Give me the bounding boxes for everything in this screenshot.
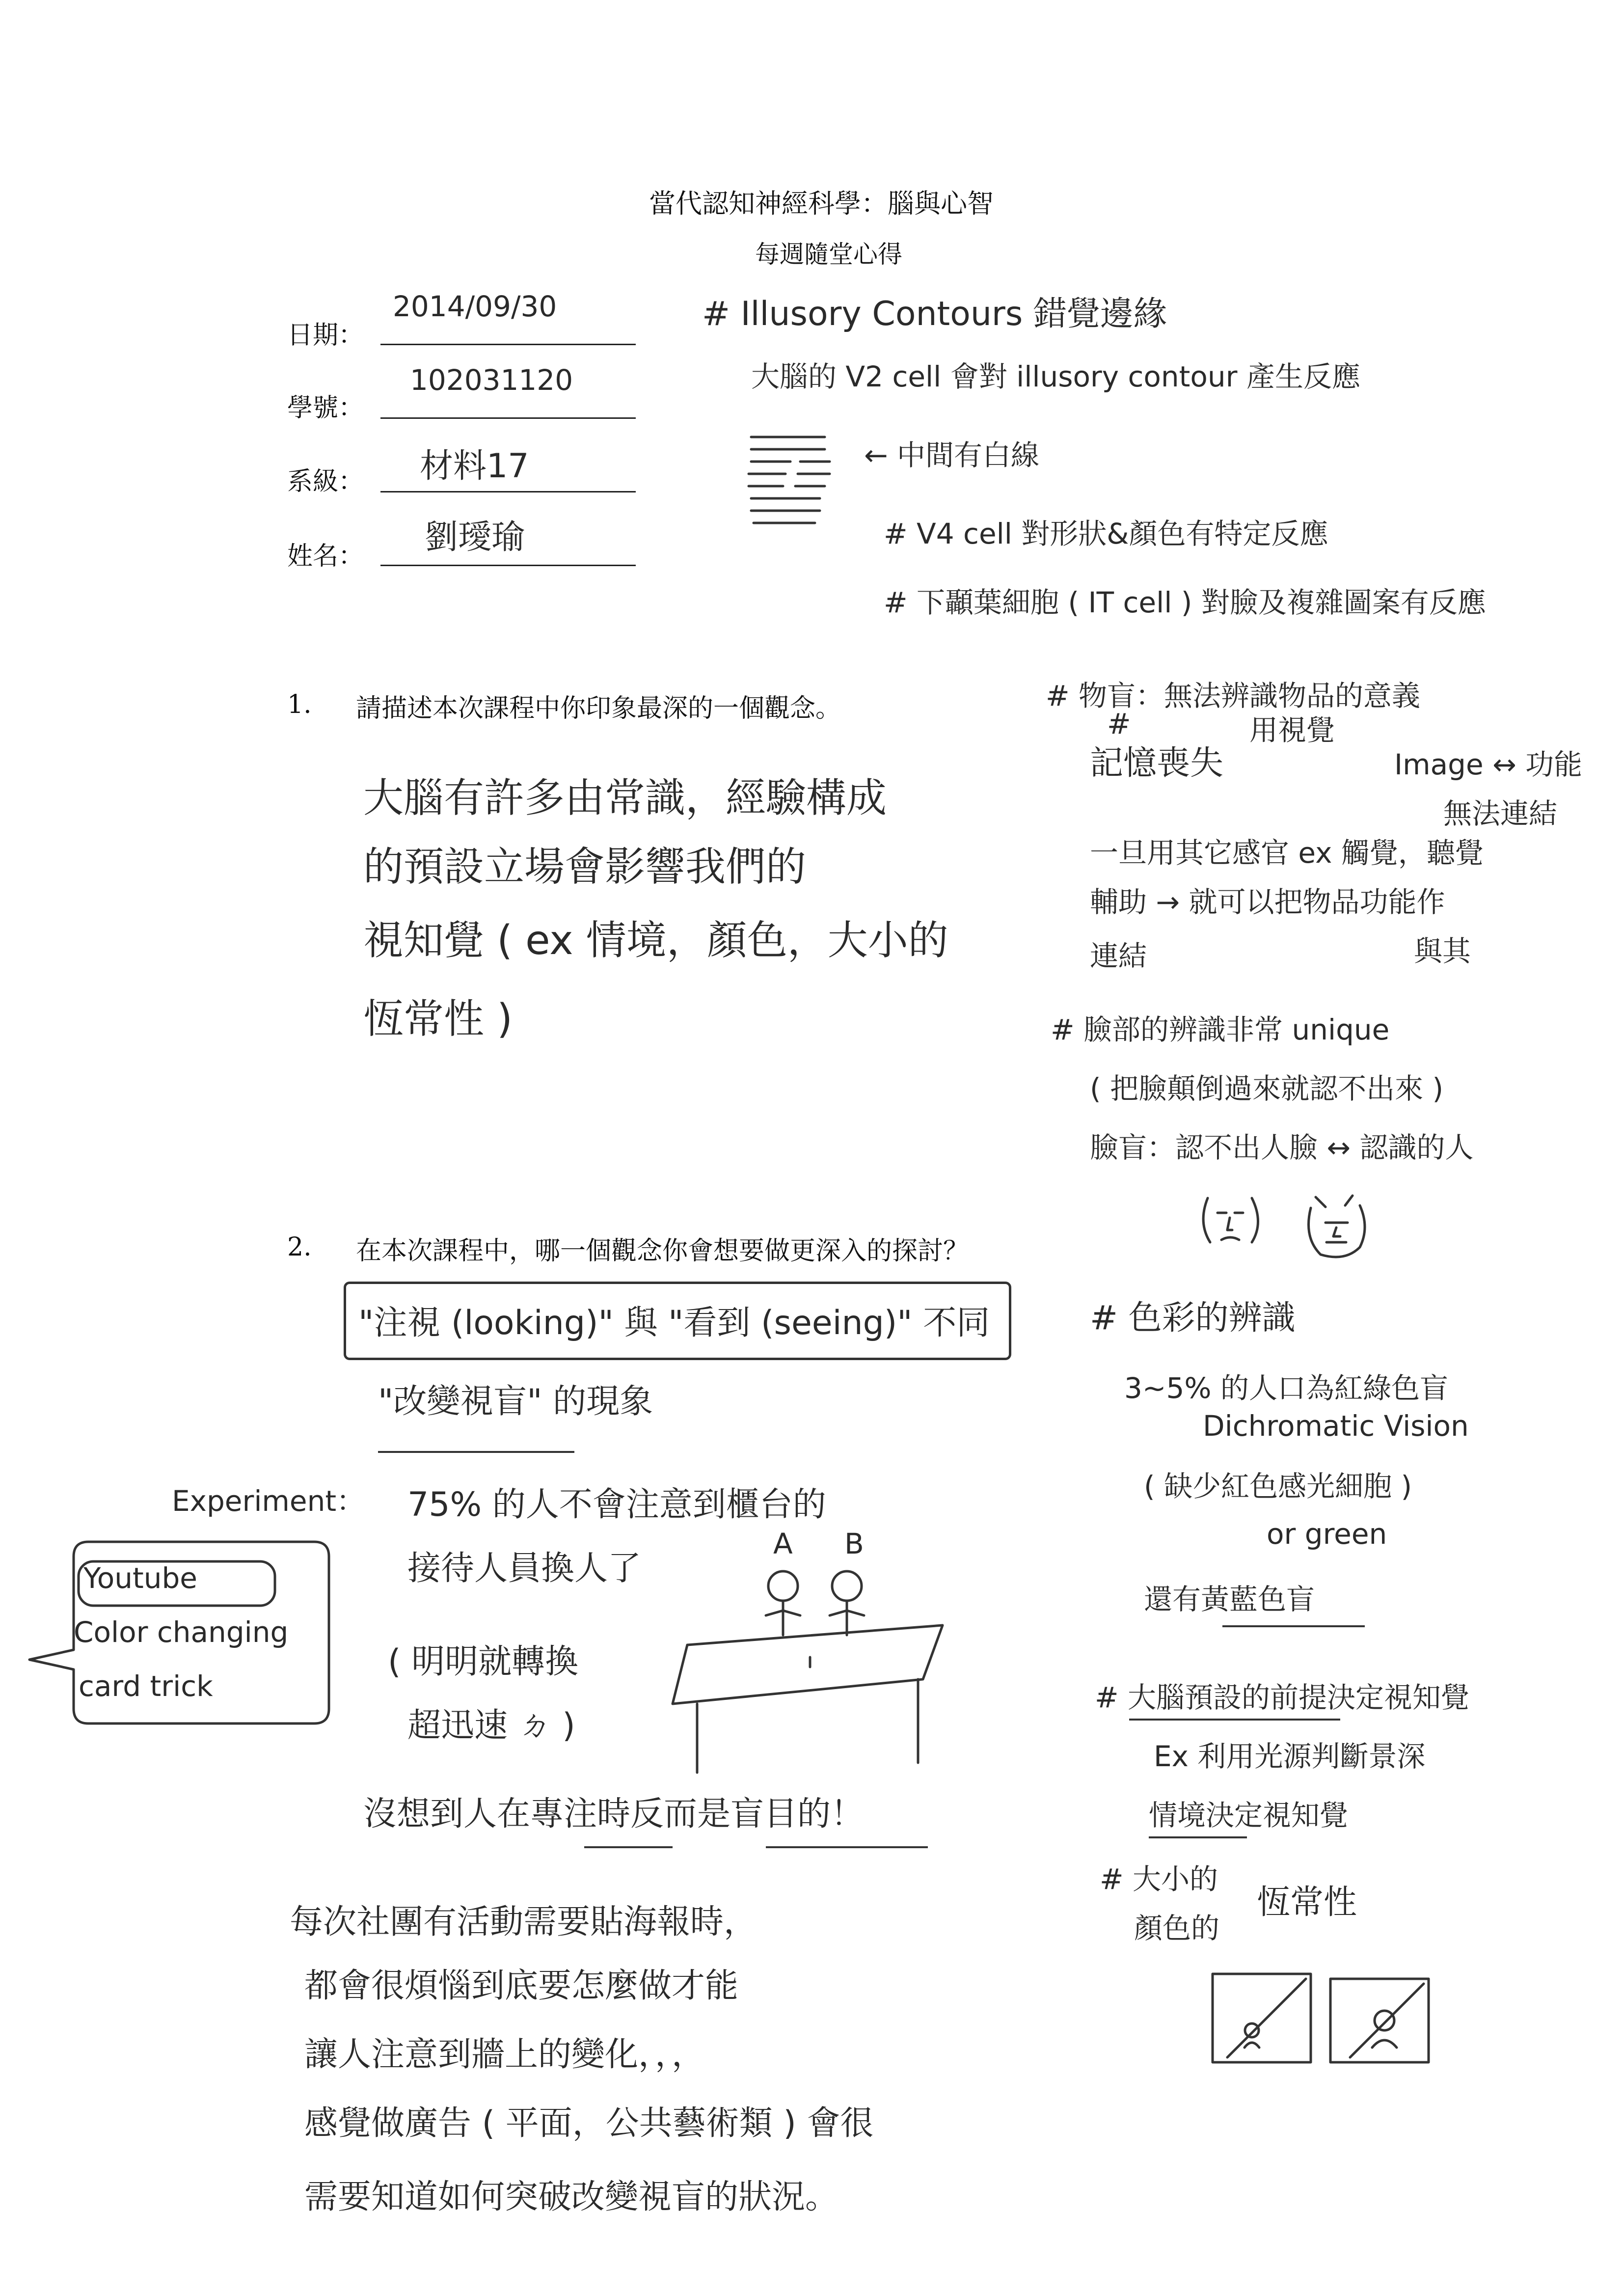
student-id-label: 學號： [287, 393, 364, 423]
experiment-label: Experiment： [172, 1484, 365, 1518]
experiment-line-4: 超迅速 ㄉ ) [407, 1706, 575, 1745]
picture-frames-sketch [1208, 1969, 1443, 2077]
date-value: 2014/09/30 [393, 290, 557, 323]
date-underline [380, 344, 636, 345]
class-underline [380, 491, 636, 492]
context-underline [1149, 1836, 1247, 1838]
note-brain-premise: # 大腦預設的前提決定視知覺 [1095, 1681, 1470, 1714]
student-id-underline [380, 417, 636, 419]
receptionist-a-label: A [773, 1527, 793, 1560]
note-or-green: or green [1267, 1517, 1387, 1551]
note-dichromatic: Dichromatic Vision [1203, 1409, 1469, 1443]
note-it-cell: # 下顳葉細胞 ( IT cell ) 對臉及複雜圖案有反應 [884, 586, 1486, 619]
surprise-statement: 沒想到人在專注時反而是盲目的！ [363, 1795, 865, 1833]
note-with: 與其 [1414, 934, 1471, 968]
note-face-recognition: # 臉部的辨識非常 unique [1051, 1013, 1390, 1046]
illusory-lines-sketch [746, 432, 854, 530]
premise-underline [1129, 1719, 1340, 1721]
student-id-value: 102031120 [410, 363, 573, 397]
reflection-line-3: 讓人注意到牆上的變化，，， [304, 2035, 705, 2074]
note-agnosia: # 物盲：無法辨識物品的意義 [1046, 679, 1421, 712]
date-label: 日期： [287, 321, 364, 350]
note-color-recognition: # 色彩的辨識 [1090, 1299, 1296, 1338]
video-title-line-2: card trick [79, 1669, 213, 1703]
counter-sketch [668, 1566, 952, 1782]
experiment-line-3: ( 明明就轉換 [388, 1642, 579, 1681]
face-doodle-inverted [1301, 1193, 1375, 1262]
reflection-line-2: 都會很煩惱到底要怎麼做才能 [304, 1967, 739, 2005]
note-memory-hash: # [1107, 707, 1131, 740]
class-label: 系級： [287, 467, 364, 496]
note-missing-cells: ( 缺少紅色感光細胞 ) [1144, 1470, 1412, 1503]
note-size: # 大小的 [1100, 1862, 1218, 1896]
note-light-depth: Ex 利用光源判斷景深 [1154, 1740, 1426, 1773]
youtube-label: Youtube [83, 1561, 197, 1595]
note-assist: 輔助 → 就可以把物品功能作 [1090, 885, 1445, 919]
note-cannot-link: 無法連結 [1443, 797, 1558, 830]
looking-vs-seeing: "注視 (looking)" 與 "看到 (seeing)" 不同 [358, 1304, 990, 1342]
reflection-line-5: 需要知道如何突破改變視盲的狀況。 [304, 2178, 839, 2216]
q1-answer-line-1: 大腦有許多由常識，經驗構成 [363, 775, 887, 821]
note-yellow-blue: 還有黃藍色盲 [1144, 1583, 1315, 1616]
q2-number: 2. [287, 1232, 312, 1262]
face-doodle-upright [1198, 1193, 1267, 1252]
video-title-line-1: Color changing [74, 1615, 289, 1649]
class-value: 材料17 [420, 447, 529, 486]
reflection-line-4: 感覺做廣告 ( 平面，公共藝術類 ) 會很 [304, 2104, 874, 2143]
note-v4-cell: # V4 cell 對形狀&顏色有特定反應 [884, 517, 1328, 550]
experiment-line-1: 75% 的人不會注意到櫃台的 [407, 1485, 826, 1524]
note-agnosia-visual: 用視覺 [1249, 713, 1335, 747]
document-title: 當代認知神經科學：腦與心智 [649, 188, 994, 219]
name-underline [380, 565, 636, 566]
note-image-function: Image ↔ 功能 [1394, 748, 1583, 781]
note-illusory-contours: # Illusory Contours 錯覺邊緣 [702, 295, 1167, 333]
reflection-line-1: 每次社團有活動需要貼海報時， [290, 1903, 757, 1941]
note-memory-loss: 記憶喪失 [1090, 744, 1224, 783]
q1-question: 請描述本次課程中你印象最深的一個觀念。 [356, 694, 841, 723]
yellow-blue-underline [1222, 1625, 1365, 1627]
receptionist-b-label: B [844, 1527, 864, 1560]
experiment-line-2: 接待人員換人了 [407, 1549, 642, 1588]
name-value: 劉璦瑜 [425, 518, 525, 557]
note-face-inverted: ( 把臉顛倒過來就認不出來 ) [1090, 1072, 1444, 1105]
note-context: 情境決定視知覺 [1149, 1799, 1349, 1832]
note-other-senses: 一旦用其它感官 ex 觸覺，聽覺 [1090, 836, 1484, 870]
surprise-underline-1 [584, 1846, 673, 1848]
note-link: 連結 [1090, 939, 1147, 973]
change-blindness-underline [378, 1451, 574, 1453]
note-colorblind-rate: 3~5% 的人口為紅綠色盲 [1124, 1371, 1448, 1405]
q1-answer-line-4: 恆常性 ) [363, 996, 513, 1042]
q2-question: 在本次課程中，哪一個觀念你會想要做更深入的探討？ [356, 1236, 969, 1266]
name-label: 姓名： [287, 542, 364, 571]
note-color-const: 顏色的 [1134, 1912, 1220, 1945]
q1-answer-line-3: 視知覺 ( ex 情境，顏色，大小的 [363, 917, 948, 964]
surprise-underline-2 [766, 1846, 928, 1848]
change-blindness: "改變視盲" 的現象 [378, 1382, 653, 1421]
note-white-line: ← 中間有白線 [864, 438, 1040, 472]
q1-answer-line-2: 的預設立場會影響我們的 [363, 844, 807, 890]
q1-number: 1. [287, 690, 312, 719]
note-face-blindness: 臉盲：認不出人臉 ↔ 認識的人 [1090, 1131, 1474, 1164]
document-subtitle: 每週隨堂心得 [755, 240, 902, 269]
note-v2-cell: 大腦的 V2 cell 會對 illusory contour 產生反應 [751, 360, 1360, 393]
note-constancy: 恆常性 [1257, 1883, 1357, 1922]
